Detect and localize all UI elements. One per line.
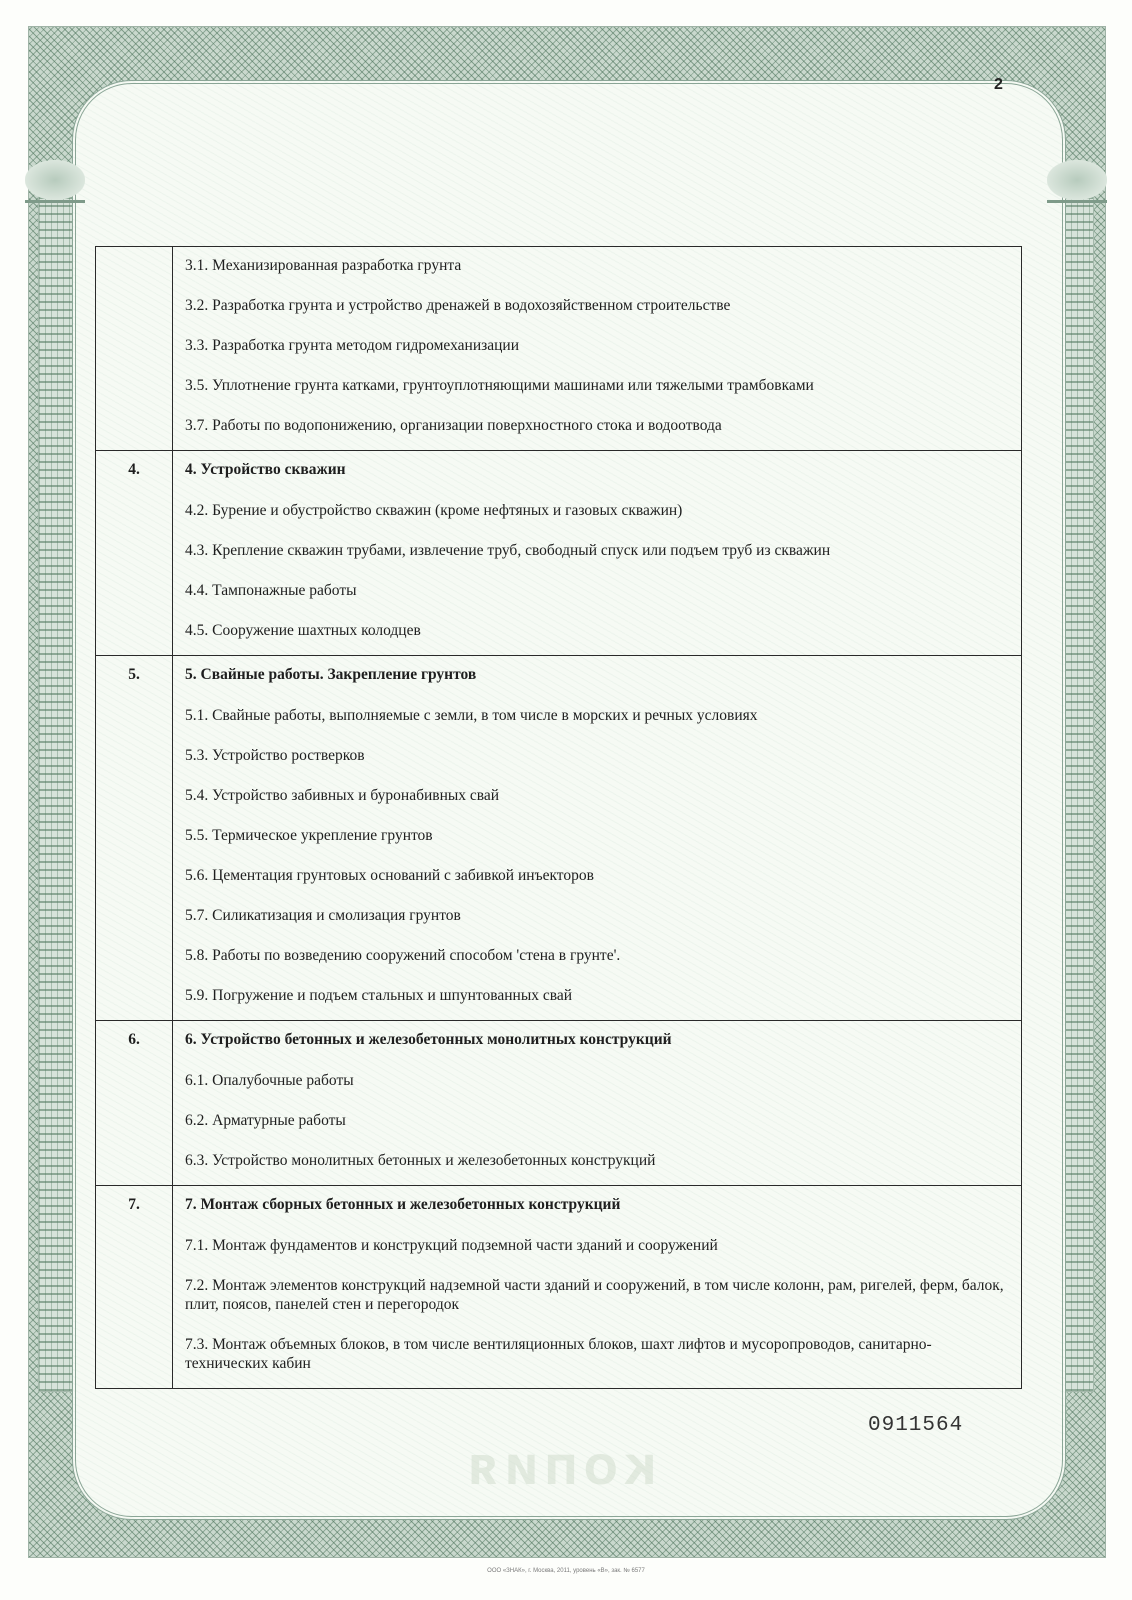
table-section [96,655,1021,1020]
section-content [173,451,1021,655]
work-item: 7.2. Монтаж элементов конструкций надземной части зданий и сооружений, в том числе колонн, рам, ригелей, ферм, балок, плит, поясов, панелей стен и перегородок [185,1277,1004,1313]
section-number [96,247,173,450]
work-item: 3.5. Уплотнение грунта катками, грунтоуплотняющими машинами или тяжелыми трамбовками [185,377,814,394]
section-number: 6. [96,1021,173,1185]
work-item: 6.1. Опалубочные работы [185,1072,354,1089]
work-item: 7.3. Монтаж объемных блоков, в том числе вентиляционных блоков, шахт лифтов и мусоропроводов, санитарно-технических кабин [185,1336,932,1372]
section-number: 4. [96,451,173,655]
left-cap-ornament [25,160,85,203]
work-item: 3.7. Работы по водопонижению, организации поверхностного стока и водоотвода [185,417,722,434]
section-number: 5. [96,656,173,1020]
work-item: 4.3. Крепление скважин трубами, извлечение труб, свободный спуск или подъем труб из скважин [185,542,831,559]
section-content [173,247,1021,450]
work-item: 5.4. Устройство забивных и буронабивных свай [185,787,500,804]
work-item: 4.2. Бурение и обустройство скважин (кроме нефтяных и газовых скважин) [185,502,683,519]
table-section [96,247,1021,450]
table-section [96,1185,1021,1388]
work-item: 6.3. Устройство монолитных бетонных и железобетонных конструкций [185,1152,656,1169]
work-item: 3.3. Разработка грунта методом гидромеханизации [185,337,520,354]
work-item: 5.3. Устройство ростверков [185,747,365,764]
work-item: 5.6. Цементация грунтовых оснований с забивкой инъекторов [185,867,594,884]
printer-imprint: ООО «ЗНАК», г. Москва, 2011, уровень «В», зак. № 6577 [487,1568,645,1574]
section-content [173,656,1021,1020]
table-section [96,450,1021,655]
works-table [95,246,1022,1389]
work-item: 4.4. Тампонажные работы [185,582,357,599]
work-item: 3.1. Механизированная разработка грунта [185,257,462,274]
work-item: 7.1. Монтаж фундаментов и конструкций подземной части зданий и сооружений [185,1237,718,1254]
work-item: 5.5. Термическое укрепление грунтов [185,827,433,844]
section-heading: 5. Свайные работы. Закрепление грунтов [185,666,477,683]
left-ornament-pillar [38,170,74,1392]
page-number: 2 [994,76,1003,93]
work-item: 5.7. Силикатизация и смолизация грунтов [185,907,461,924]
section-content [173,1021,1021,1185]
section-heading: 6. Устройство бетонных и железобетонных монолитных конструкций [185,1031,672,1048]
right-cap-ornament [1047,160,1107,203]
work-item: 4.5. Сооружение шахтных колодцев [185,622,421,639]
work-item: 6.2. Арматурные работы [185,1112,346,1129]
section-heading: 4. Устройство скважин [185,461,346,478]
work-item: 5.1. Свайные работы, выполняемые с земли, в том числе в морских и речных условиях [185,707,758,724]
section-number: 7. [96,1186,173,1388]
work-item: 5.8. Работы по возведению сооружений способом 'стена в грунте'. [185,947,621,964]
work-item: 5.9. Погружение и подъем стальных и шпунтованных свай [185,987,573,1004]
work-item: 3.2. Разработка грунта и устройство дренажей в водохозяйственном строительстве [185,297,731,314]
section-heading: 7. Монтаж сборных бетонных и железобетонных конструкций [185,1196,621,1213]
serial-number: 0911564 [868,1414,964,1437]
section-content [173,1186,1021,1388]
copy-watermark: КОПИЯ [462,1448,657,1494]
table-section [96,1020,1021,1185]
